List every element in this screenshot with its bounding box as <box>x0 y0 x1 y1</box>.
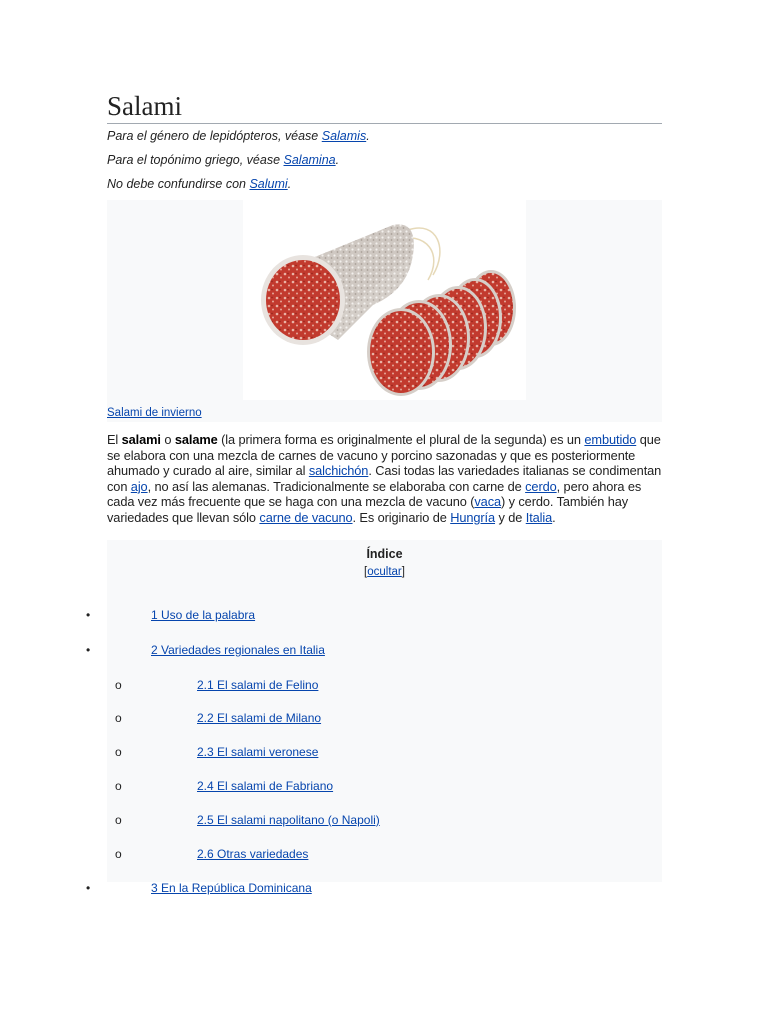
toc-bullet: • <box>86 881 91 895</box>
toc-item[interactable]: 2.3 El salami veronese <box>197 745 319 759</box>
hatnote-salamis: Para el género de lepidópteros, véase Salamis. <box>107 129 370 143</box>
table-of-contents <box>107 540 662 882</box>
hatnotes <box>107 128 662 192</box>
toc-sub-bullet: o <box>115 779 122 793</box>
link-cerdo[interactable]: cerdo <box>525 478 557 494</box>
toc-item[interactable]: 2 Variedades regionales en Italia <box>151 643 325 657</box>
link-italia[interactable]: Italia <box>525 509 553 525</box>
link-carne-de-vacuno[interactable]: carne de vacuno <box>259 509 353 525</box>
salami-photo[interactable] <box>243 200 526 400</box>
toc-item[interactable]: 2.2 El salami de Milano <box>197 711 322 725</box>
link-ajo[interactable]: ajo <box>130 478 148 494</box>
link-salamina[interactable]: Salamina <box>283 153 336 167</box>
link-vaca[interactable]: vaca <box>474 494 502 510</box>
thumbnail-figure <box>107 200 662 422</box>
toc-hide-link[interactable]: ocultar <box>367 565 402 578</box>
link-salumi[interactable]: Salumi <box>249 177 288 191</box>
link-salchichon[interactable]: salchichón <box>308 463 369 479</box>
toc-sub-bullet: o <box>115 711 122 725</box>
hatnote-salumi: No debe confundirse con Salumi. <box>107 177 292 191</box>
hatnote-salamina: Para el topónimo griego, véase Salamina. <box>107 153 340 167</box>
article <box>107 90 662 882</box>
intro-paragraph: El salami o salame (la primera forma es originalmente el plural de la segunda) es un embutido que se elabora con una mezcla de carnes de vacuno y porcino sazonadas y que es posteriormente ahumado y curado al aire, similar al salchichón. Casi todas las variedades italianas se condimentan con ajo, no así las alemanas. Tradicionalmente se elaboraba con carne de cerdo, pero ahora es cada vez más frecuente que se haga con una mezcla de vacuno (vaca) y cerdo. También hay variedades que llevan sólo carne de vacuno. Es originario de Hungría y de Italia. <box>107 432 662 525</box>
toc-item[interactable]: 1 Uso de la palabra <box>151 608 256 622</box>
toc-sub-bullet: o <box>115 678 122 692</box>
toc-item[interactable]: 2.4 El salami de Fabriano <box>197 779 334 793</box>
link-embutido[interactable]: embutido <box>584 432 637 447</box>
toc-sub-bullet: o <box>115 813 122 827</box>
page-title: Salami <box>107 90 662 124</box>
toc-sub-bullet: o <box>115 847 122 861</box>
toc-item[interactable]: 2.6 Otras variedades <box>197 847 309 861</box>
toc-bullet: • <box>86 608 91 622</box>
toc-item[interactable]: 2.5 El salami napolitano (o Napoli) <box>197 813 380 827</box>
toc-title: Índice <box>366 546 403 561</box>
toc-sub-bullet: o <box>115 745 122 759</box>
link-hungria[interactable]: Hungría <box>450 509 496 525</box>
link-salamis[interactable]: Salamis <box>321 129 367 143</box>
toc-bullet: • <box>86 643 91 657</box>
toc-toggle: [ocultar] <box>364 565 405 578</box>
toc-item[interactable]: 2.1 El salami de Felino <box>197 678 319 692</box>
salami-illustration <box>243 200 526 400</box>
toc-item[interactable]: 3 En la República Dominicana <box>151 881 312 895</box>
figure-caption-link[interactable]: Salami de invierno <box>107 407 202 419</box>
